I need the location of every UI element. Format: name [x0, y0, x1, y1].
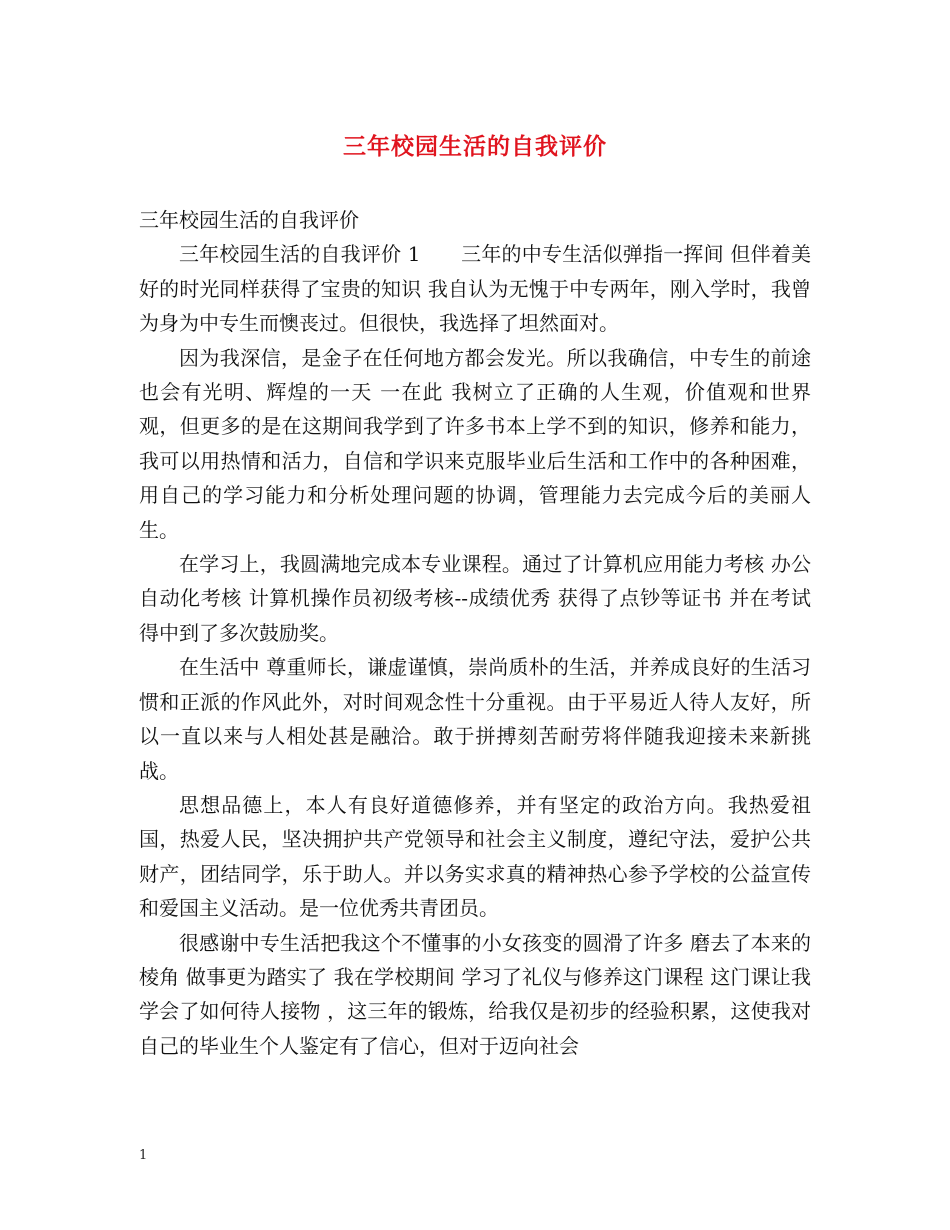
paragraph-1: 三年校园生活的自我评价 1 三年的中专生活似弹指一挥间 但伴着美好的时光同样获得了宝贵的知识 我自认为无愧于中专两年，刚入学时，我曾为身为中专生而懊丧过。但很快，我选择了坦然面对。 — [139, 242, 811, 336]
paragraph-6: 很感谢中专生活把我这个不懂事的小女孩变的圆滑了许多 磨去了本来的棱角 做事更为踏实了 我在学校期间 学习了礼仪与修养这门课程 这门课让我学会了如何待人接物 ，这三年的锻炼，给我仅是初步的经验积累，这使我对自己的毕业生个人鉴定有了信心，但对于迈向社会 — [139, 930, 811, 1058]
paragraph-4: 在生活中 尊重师长，谦虚谨慎，崇尚质朴的生活，并养成良好的生活习惯和正派的作风此外，对时间观念性十分重视。由于平易近人待人友好，所以一直以来与人相处甚是融洽。敢于拼搏刻苦耐劳将伴随我迎接未来新挑战。 — [139, 655, 811, 783]
paragraph-5: 思想品德上，本人有良好道德修养，并有坚定的政治方向。我热爱祖国，热爱人民，坚决拥护共产党领导和社会主义制度，遵纪守法，爱护公共财产，团结同学，乐于助人。并以务实求真的精神热心参予学校的公益宣传和爱国主义活动。是一位优秀共青团员。 — [139, 792, 811, 921]
page-number: 1 — [139, 1148, 148, 1163]
document-body — [139, 203, 811, 1063]
document-subtitle: 三年校园生活的自我评价 — [139, 208, 359, 232]
document-title: 三年校园生活的自我评价 — [343, 133, 607, 160]
paragraph-3: 在学习上，我圆满地完成本专业课程。通过了计算机应用能力考核 办公自动化考核 计算机操作员初级考核--成绩优秀 获得了点钞等证书 并在考试得中到了多次鼓励奖。 — [139, 552, 811, 645]
paragraph-2: 因为我深信，是金子在任何地方都会发光。所以我确信，中专生的前途也会有光明、辉煌的一天 一在此 我树立了正确的人生观，价值观和世界观，但更多的是在这期间我学到了许多书本上学不到的知识，修养和能力，我可以用热情和活力，自信和学识来克服毕业后生活和工作中的各种困难，用自己的学习能力和分析处理问题的协调，管理能力去完成今后的美丽人生。 — [139, 345, 811, 542]
